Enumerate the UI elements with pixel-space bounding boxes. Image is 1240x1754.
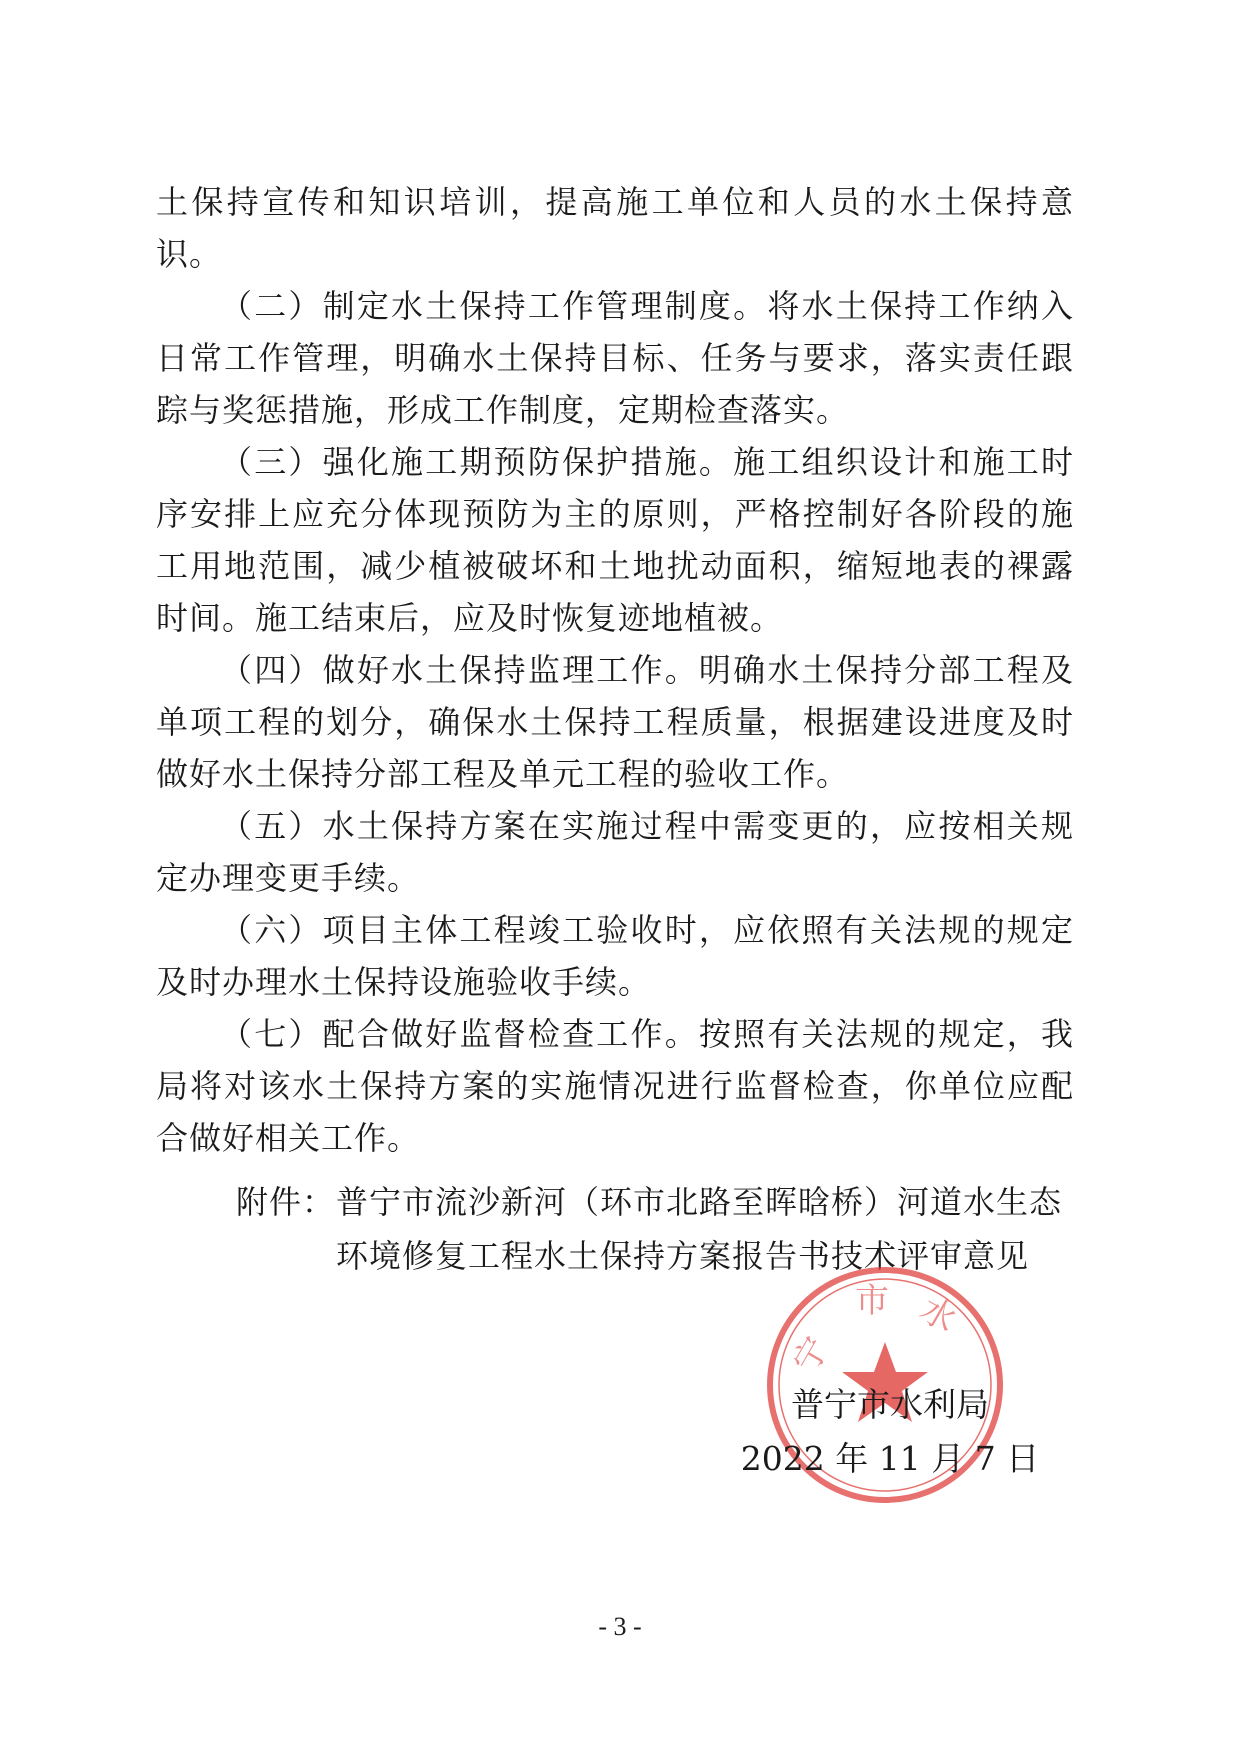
attachment-label: 附件：: [236, 1183, 336, 1221]
svg-text:市: 市: [855, 1281, 889, 1321]
attachment-line-2: 环境修复工程水土保持方案报告书技术评审意见: [336, 1237, 1030, 1275]
issuing-organization: 普宁市水利局: [791, 1385, 989, 1424]
paragraph-4: （四）做好水土保持监理工作。明确水土保持分部工程及单项工程的划分，确保水土保持工程质量，根据建设进度及时做好水土保持分部工程及单元工程的验收工作。: [156, 651, 1074, 793]
attachment-line-1: 普宁市流沙新河（环市北路至晖晗桥）河道水生态: [336, 1183, 1063, 1221]
paragraph-5: （五）水土保持方案在实施过程中需变更的，应按相关规定办理变更手续。: [156, 807, 1074, 897]
svg-text:水: 水: [913, 1289, 963, 1341]
signature-block: [740, 1378, 1040, 1486]
page-number: - 3 -: [598, 1612, 642, 1641]
paragraph-2: （二）制定水土保持工作管理制度。将水土保持工作纳入日常工作管理，明确水土保持目标、任务与要求，落实责任跟踪与奖惩措施，形成工作制度，定期检查落实。: [156, 287, 1074, 429]
body-text: [156, 176, 1074, 1164]
svg-text:宁: 宁: [785, 1330, 838, 1380]
paragraph-7: （七）配合做好监督检查工作。按照有关法规的规定，我局将对该水土保持方案的实施情况进行监督检查，你单位应配合做好相关工作。: [156, 1015, 1074, 1157]
paragraph-6: （六）项目主体工程竣工验收时，应依照有关法规的规定及时办理水土保持设施验收手续。: [156, 911, 1074, 1001]
paragraph-1: 土保持宣传和知识培训，提高施工单位和人员的水土保持意识。: [156, 183, 1074, 273]
paragraph-3: （三）强化施工期预防保护措施。施工组织设计和施工时序安排上应充分体现预防为主的原则，严格控制好各阶段的施工用地范围，减少植被破坏和土地扰动面积，缩短地表的裸露时间。施工结束后，应及时恢复迹地植被。: [156, 443, 1074, 637]
issue-date: 2022 年 11 月 7 日: [740, 1439, 1040, 1478]
